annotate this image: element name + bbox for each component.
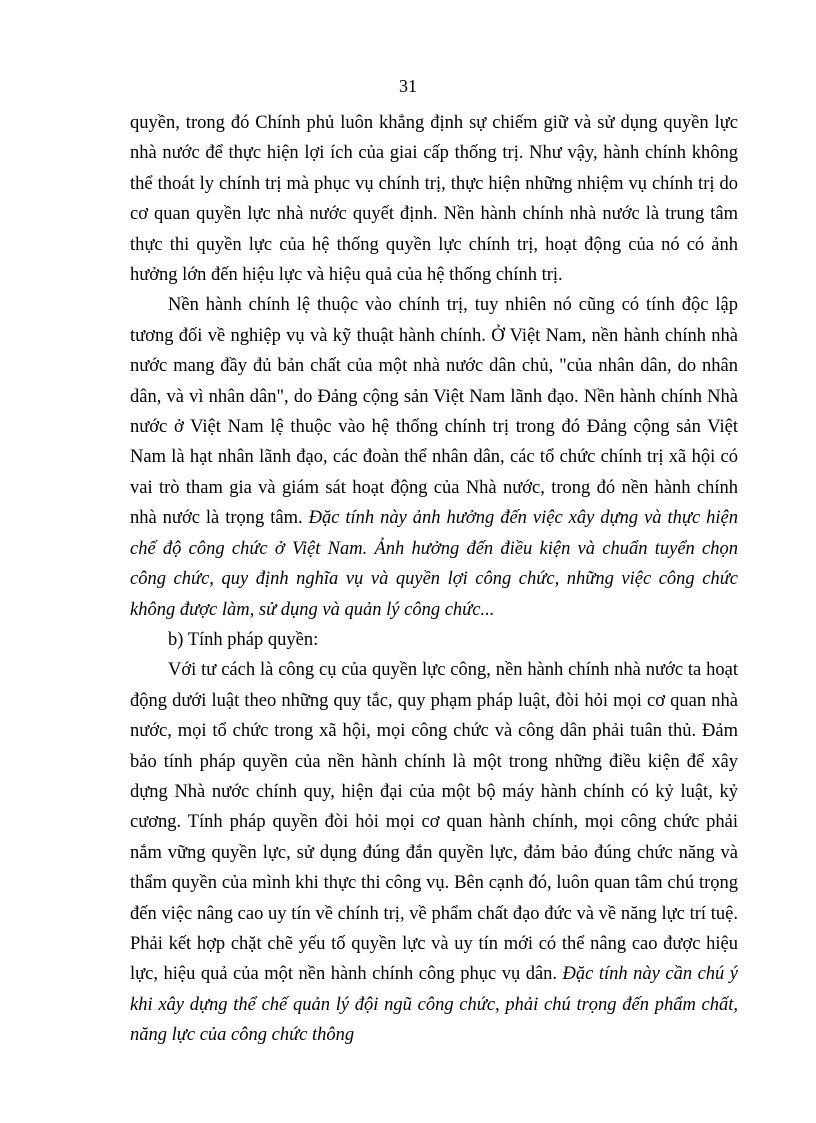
paragraph-2-text: Nền hành chính lệ thuộc vào chính trị, tuy nhiên nó cũng có tính độc lập tương đối về nghiệp vụ và kỹ thuật hành chính. Ở Việt Nam, nền hành chính nhà nước mang đầy đủ bản chất của một nhà nước dân chủ, "của nhân dân, do nhân dân, và vì nhân dân", do Đảng cộng sản Việt Nam lãnh đạo. Nền hành chính Nhà nước ở Việt Nam lệ thuộc vào hệ thống chính trị trong đó Đảng cộng sản Việt Nam là hạt nhân lãnh đạo, các đoàn thể nhân dân, các tổ chức chính trị xã hội có vai trò tham gia và giám sát hoạt động của Nhà nước, trong đó nền hành chính nhà nước là trọng tâm. (130, 295, 738, 529)
paragraph-1-text: quyền, trong đó Chính phủ luôn khẳng định sự chiếm giữ và sử dụng quyền lực nhà nước để thực hiện lợi ích của giai cấp thống trị. Như vậy, hành chính không thể thoát ly chính trị mà phục vụ chính trị, thực hiện những nhiệm vụ chính trị do cơ quan quyền lực nhà nước quyết định. Nền hành chính nhà nước là trung tâm thực thi quyền lực của hệ thống quyền lực chính trị, hoạt động của nó có ảnh hưởng lớn đến hiệu lực và hiệu quả của hệ thống chính trị. (130, 113, 738, 286)
section-heading (130, 625, 738, 655)
paragraph-2-italic-text: Đặc tính này ảnh hưởng đến việc xây dựng và thực hiện chế độ công chức ở Việt Nam. Ảnh hưởng đến điều kiện và chuẩn tuyển chọn công chức, quy định nghĩa vụ và quyền lợi công chức, những việc công chức không được làm, sử dụng và quản lý công chức... (130, 508, 739, 620)
section-heading-text: b) Tính pháp quyền: (168, 629, 319, 650)
paragraph-3-text: Với tư cách là công cụ của quyền lực công, nền hành chính nhà nước ta hoạt động dưới luật theo những quy tắc, quy phạm pháp luật, đòi hỏi mọi cơ quan nhà nước, mọi tổ chức trong xã hội, mọi công chức và công dân phải tuân thủ. Đảm bảo tính pháp quyền của nền hành chính là một trong những điều kiện để xây dựng Nhà nước chính quy, hiện đại của một bộ máy hành chính có kỷ luật, kỷ cương. Tính pháp quyền đòi hỏi mọi cơ quan hành chính, mọi công chức phải nắm vững quyền lực, sử dụng đúng đắn quyền lực, đảm bảo đúng chức năng và thẩm quyền của mình khi thực thi công vụ. Bên cạnh đó, luôn quan tâm chú trọng đến việc nâng cao uy tín về chính trị, về phẩm chất đạo đức và về năng lực trí tuệ. Phải kết hợp chặt chẽ yếu tố quyền lực và uy tín mới có thể nâng cao được hiệu lực, hiệu quả của một nền hành chính công phục vụ dân. (130, 660, 738, 985)
page-number: 31 (399, 76, 417, 96)
paragraph-3-italic-text: Đặc tính này cần chú ý khi xây dựng thể chế quản lý đội ngũ công chức, phải chú trọng đến phẩm chất, năng lực của công chức thông (130, 964, 738, 1046)
paragraph-3 (130, 655, 738, 1050)
body-text (130, 108, 738, 1051)
paragraph-2 (130, 290, 738, 624)
paragraph-1 (130, 108, 738, 290)
